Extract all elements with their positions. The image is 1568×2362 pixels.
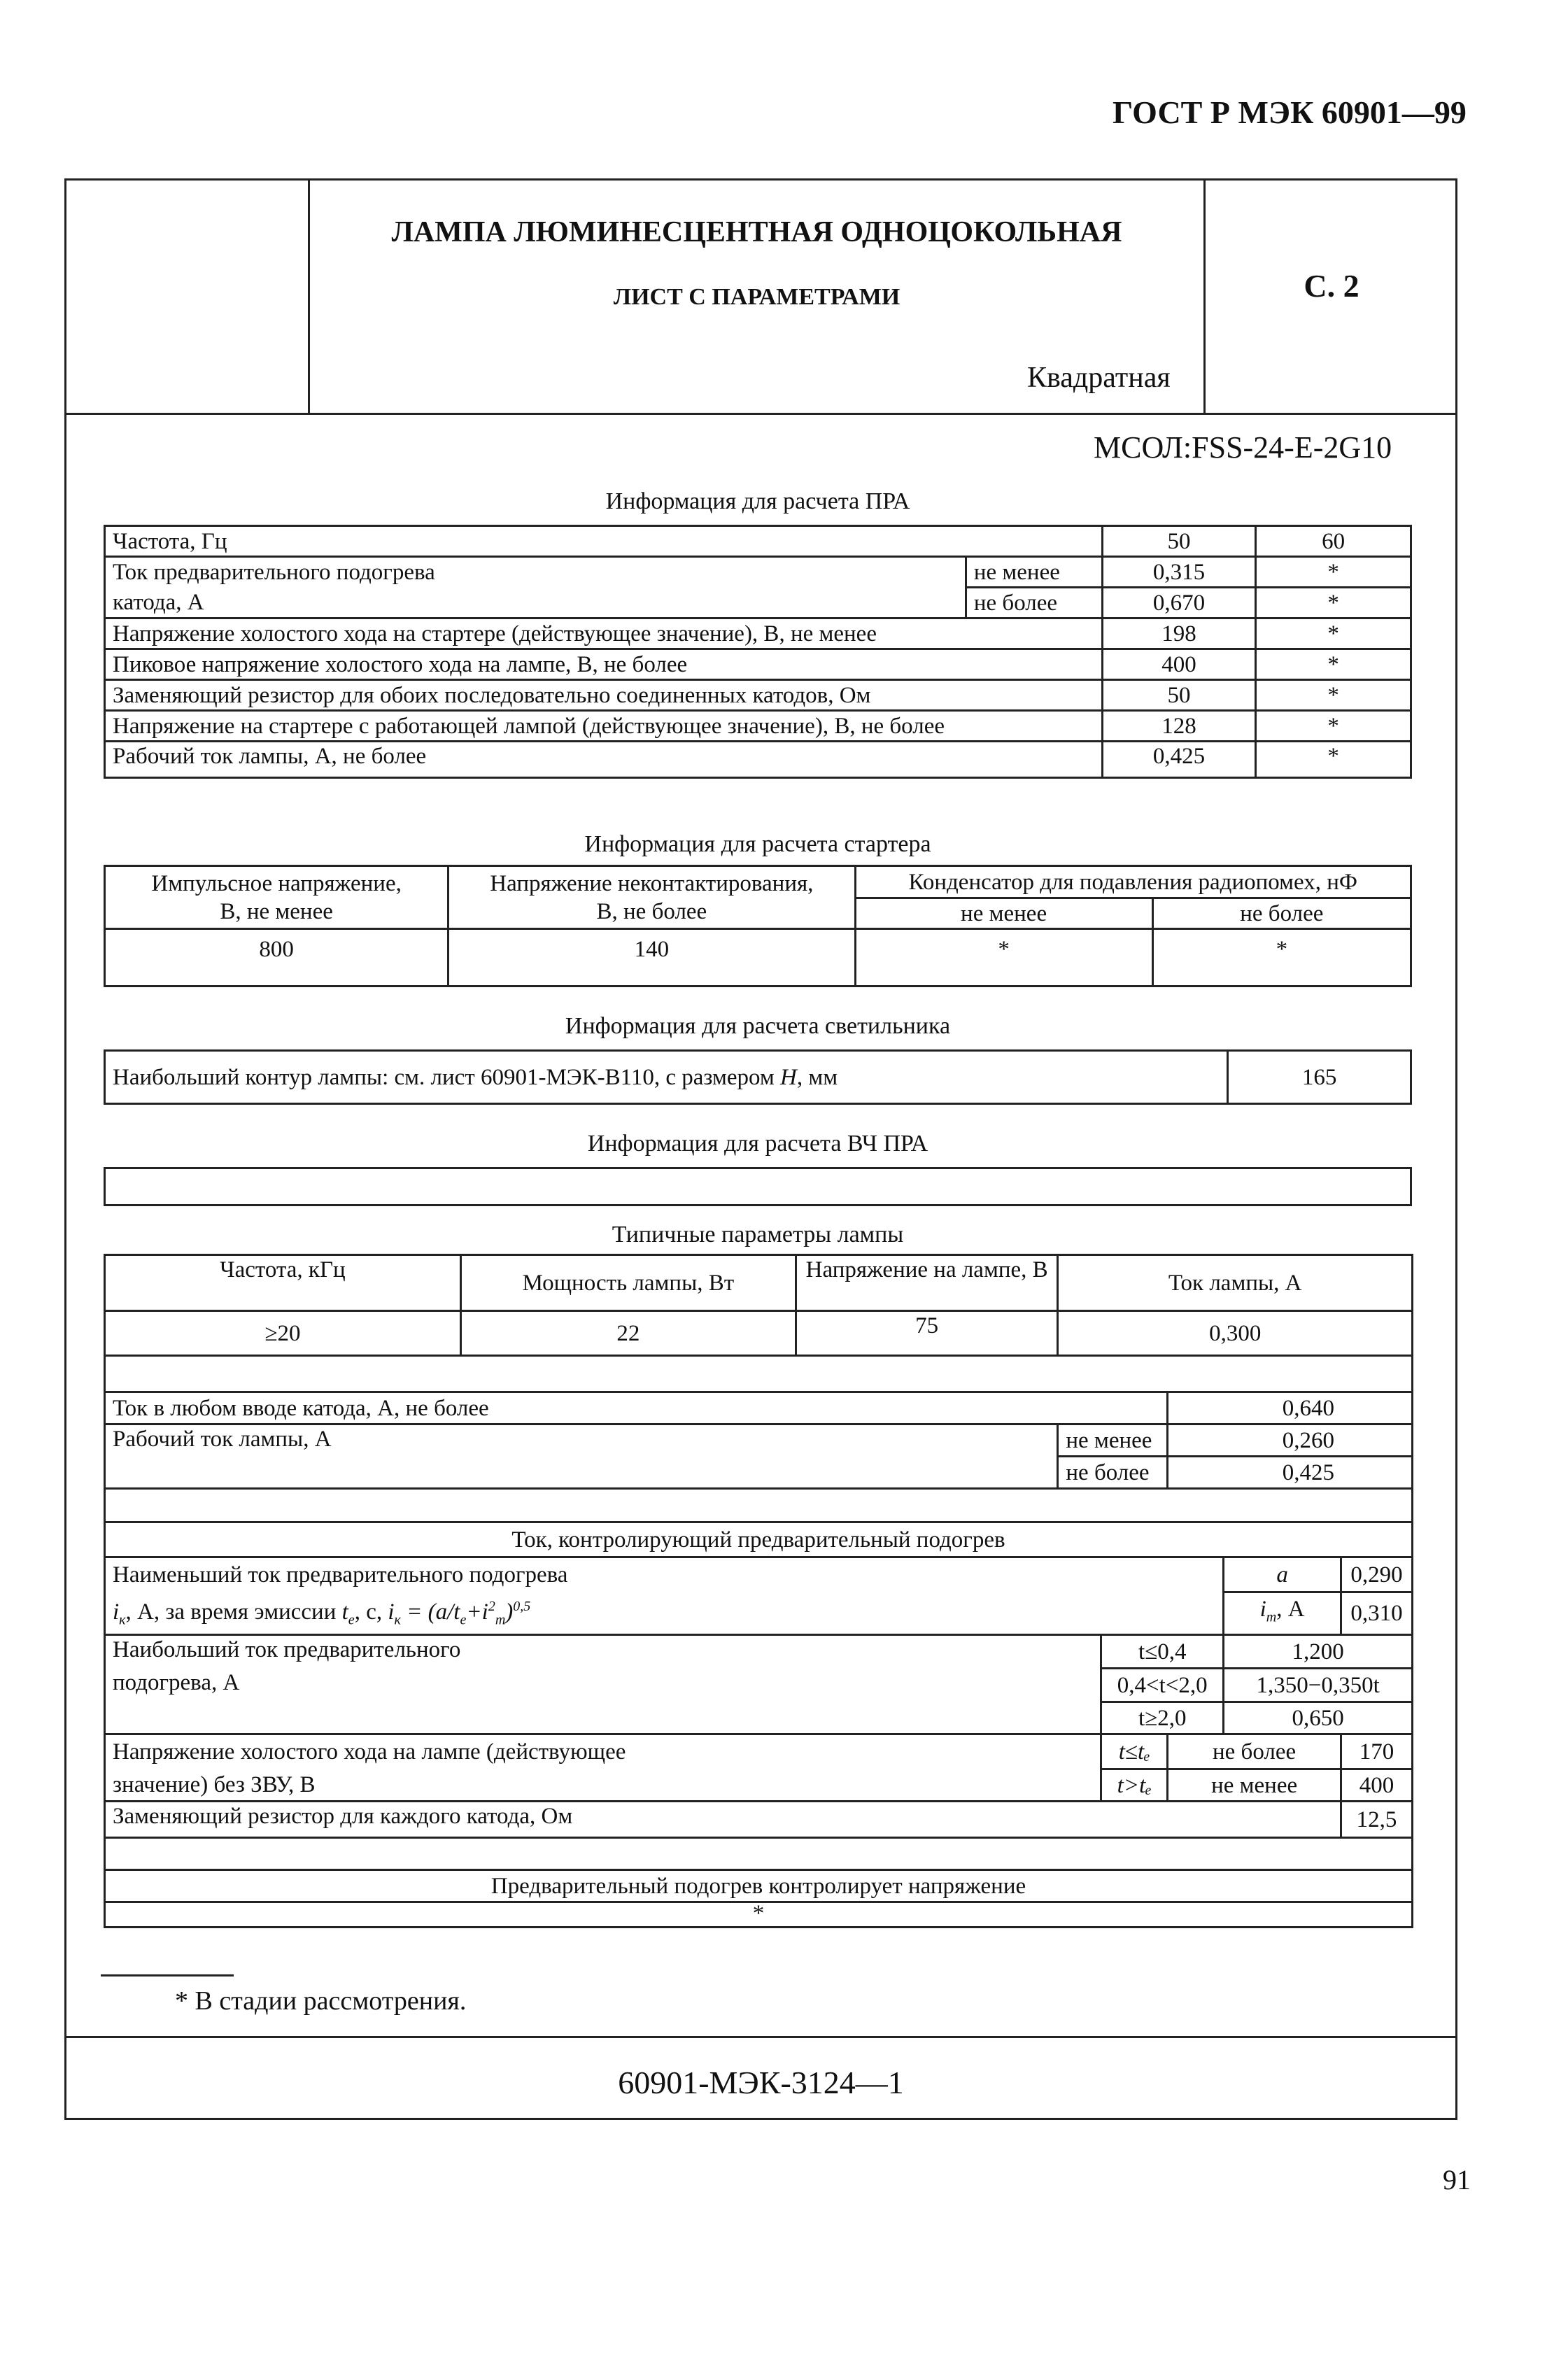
t2-value: 1,350−0,350t [1224,1669,1413,1702]
typ-h1: Частота, кГц [105,1255,461,1311]
typ-v4: 0,300 [1058,1311,1413,1356]
t2-cond: 0,4<t<2,0 [1101,1669,1224,1702]
ballast-row-label: Рабочий ток лампы, А, не более [105,742,1103,778]
res-value: 12,5 [1341,1802,1412,1838]
cathode-label: Ток в любом вводе катода, А, не более [105,1392,1168,1424]
luminaire-table [104,1049,1412,1105]
ballast-row-value: 128 [1102,711,1256,742]
ballast-row-value: 0,425 [1102,742,1256,778]
footer-rule [64,2036,1457,2038]
preheat-max-star: * [1256,588,1411,618]
starter-v1: 800 [105,929,448,986]
starter-h2-line2: В, не более [596,898,707,924]
work-min-value: 0,260 [1168,1424,1413,1457]
te-symbol: $t_e$ [341,1599,355,1628]
ocv-cond-1: t≤tₑ [1101,1734,1168,1769]
preheat-label-1: Ток предварительного подогрева [105,557,966,588]
starter-h3: Конденсатор для подавления радиопомех, нФ [855,866,1411,898]
work-max-value: 0,425 [1168,1457,1413,1489]
freq-label: Частота, Гц [105,526,1103,557]
t3-value: 0,650 [1224,1702,1413,1734]
title-block-bottom-line [64,413,1457,415]
ballast-row-value: 198 [1102,618,1256,649]
ocv-max-label: не более [1168,1734,1341,1769]
luminaire-label-post: , мм [796,1064,838,1090]
ballast-row-star: * [1256,649,1411,680]
least-label-2b: , с, [354,1599,388,1625]
preheat-min-value: 0,315 [1102,557,1256,588]
a-symbol: a [1224,1557,1341,1592]
luminaire-caption: Информация для расчета светильника [565,1013,951,1039]
luminaire-label-h: H [780,1064,797,1090]
least-label-2a: , А, за время эмиссии [125,1599,342,1625]
greatest-label-2: подогрева, А [105,1669,1101,1702]
starter-v4: * [1152,929,1411,986]
ballast-row-star: * [1256,711,1411,742]
res-label: Заменяющий резистор для каждого катода, Ом [105,1802,1341,1838]
sheet-title: ЛАМПА ЛЮМИНЕСЦЕНТНАЯ ОДНОЦОКОЛЬНАЯ [391,216,1122,248]
typ-h4: Ток лампы, А [1058,1255,1413,1311]
typical-table [104,1254,1413,1928]
hf-empty-box [104,1167,1412,1206]
cathode-value: 0,640 [1168,1392,1413,1424]
work-max-label: не более [1058,1457,1168,1489]
starter-h3b: не более [1152,898,1411,929]
preheat-max-label: не более [966,588,1102,618]
preheat-min-label: не менее [966,557,1102,588]
ocv-cond-2: t>tₑ [1101,1769,1168,1802]
ocv-label-1: Напряжение холостого хода на лампе (действующее [105,1734,1101,1769]
page-number: 91 [1443,2164,1471,2195]
work-label: Рабочий ток лампы, А [105,1424,1058,1457]
luminaire-label [105,1051,1228,1104]
ballast-table [104,525,1412,779]
luminaire-value: 165 [1228,1051,1411,1104]
work-min-label: не менее [1058,1424,1168,1457]
greatest-label-blank [105,1702,1101,1734]
ocv-v1: 170 [1341,1734,1412,1769]
typ-spacer-2 [105,1489,1413,1522]
greatest-label-1: Наибольший ток предварительного [105,1635,1101,1669]
ocv-min-label: не менее [1168,1769,1341,1802]
freq-50: 50 [1102,526,1256,557]
footnote-rule [101,1974,234,1976]
ballast-row-label: Пиковое напряжение холостого хода на лампе, В, не более [105,649,1103,680]
ballast-caption: Информация для расчета ПРА [605,488,910,514]
hf-caption: Информация для расчета ВЧ ПРА [587,1131,928,1157]
starter-table [104,865,1412,987]
ballast-row-value: 50 [1102,680,1256,711]
starter-h2-line1: Напряжение неконтактирования, [490,870,814,896]
typ-v3: 75 [796,1311,1057,1356]
a-value: 0,290 [1341,1557,1412,1592]
freq-60: 60 [1256,526,1411,557]
sheet-number: С. 2 [1304,268,1359,304]
starter-h1 [105,866,448,929]
preheat-label-2: катода, А [105,588,966,618]
im-value: 0,310 [1341,1592,1412,1635]
ballast-row-label: Напряжение холостого хода на стартере (действующее значение), В, не менее [105,618,1103,649]
starter-v2: 140 [448,929,855,986]
typ-v2: 22 [460,1311,796,1356]
lamp-code: МСОЛ:FSS-24-E-2G10 [1094,430,1392,465]
least-label-1: Наименьший ток предварительного подогрева [105,1557,1224,1592]
standard-header: ГОСТ Р МЭК 60901—99 [1113,94,1467,130]
ballast-row-star: * [1256,680,1411,711]
t1-cond: t≤0,4 [1101,1635,1224,1669]
ballast-row-star: * [1256,618,1411,649]
sheet-subtitle: ЛИСТ С ПАРАМЕТРАМИ [613,284,900,310]
shape-label: Квадратная [1027,362,1171,394]
starter-h1-line2: В, не менее [220,898,333,924]
starter-h1-line1: Импульсное напряжение, [151,870,402,896]
im-symbol: $i_m$, А [1224,1592,1341,1635]
typ-h2: Мощность лампы, Вт [460,1255,796,1311]
starter-h3a: не менее [855,898,1152,929]
preheat-min-star: * [1256,557,1411,588]
footnote: * В стадии рассмотрения. [175,1986,467,2016]
footer-code: 60901-МЭК-3124—1 [618,2065,904,2100]
ballast-row-star: * [1256,742,1411,778]
ballast-row-label: Заменяющий резистор для обоих последовательно соединенных катодов, Ом [105,680,1103,711]
least-label-2 [105,1592,1224,1635]
voltage-title: Предварительный подогрев контролирует напряжение [105,1870,1413,1902]
typ-spacer-3 [105,1838,1413,1870]
starter-h2 [448,866,855,929]
ballast-row-value: 400 [1102,649,1256,680]
typ-spacer [105,1356,1413,1392]
voltage-value: * [105,1902,1413,1928]
starter-caption: Информация для расчета стартера [584,831,931,857]
starter-v3: * [855,929,1152,986]
typ-v1: ≥20 [105,1311,461,1356]
ballast-row-label: Напряжение на стартере с работающей лампой (действующее значение), В, не более [105,711,1103,742]
work-label-blank [105,1457,1058,1489]
typ-h3: Напряжение на лампе, В [796,1255,1057,1311]
preheat-title: Ток, контролирующий предварительный подогрев [105,1522,1413,1557]
formula: $i_к = (a/t_e+i^2_m)^{0,5}$ [388,1598,531,1628]
luminaire-label-pre: Наибольший контур лампы: см. лист 60901-МЭК-B110, с размером [113,1064,781,1090]
typical-caption: Типичные параметры лампы [612,1222,904,1247]
ik-symbol: $i_к$ [113,1599,126,1628]
preheat-max-value: 0,670 [1102,588,1256,618]
t3-cond: t≥2,0 [1101,1702,1224,1734]
ocv-label-2: значение) без ЗВУ, В [105,1769,1101,1802]
ocv-v2: 400 [1341,1769,1412,1802]
t1-value: 1,200 [1224,1635,1413,1669]
